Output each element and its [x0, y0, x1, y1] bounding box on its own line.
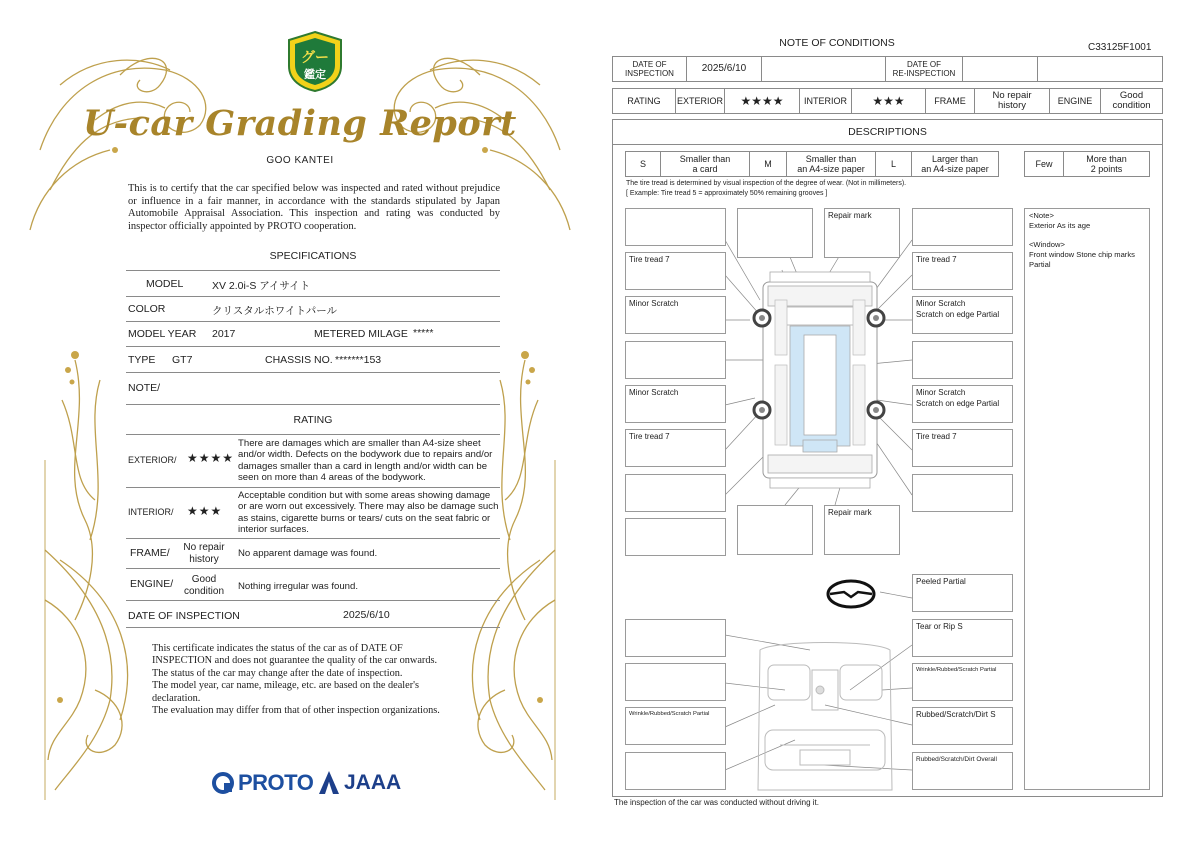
rating-label: RATING [612, 88, 676, 114]
note-title: NOTE OF CONDITIONS [779, 37, 895, 49]
label-line: DATE OF [906, 60, 942, 69]
condition-box-tear: Tear or Rip S [912, 619, 1013, 657]
legend-line: Smaller than [805, 154, 857, 164]
frame-value-line-1: No repair [183, 542, 225, 553]
legend-line: 2 points [1090, 164, 1123, 174]
interior-stars: ★★★ [187, 504, 223, 518]
proto-logo [212, 770, 313, 796]
chassis-label: CHASSIS NO. [265, 354, 333, 366]
color-label: COLOR [128, 303, 166, 315]
frame-label: FRAME/ [130, 547, 170, 559]
condition-box-repair-top: Repair mark [824, 208, 900, 258]
condition-box-wrinkle-left: Wrinkle/Rubbed/Scratch Partial [625, 707, 726, 745]
engine-description: Nothing irregular was found. [238, 581, 358, 592]
chassis-value: *******153 [335, 354, 382, 366]
engine-value [174, 574, 234, 597]
note-of-conditions [600, 0, 1200, 848]
value-line: No repair [992, 90, 1032, 101]
condition-box-rubbed-overall: Rubbed/Scratch/Dirt Overall [912, 752, 1013, 790]
label-line: DATE OF [632, 60, 667, 69]
divider [126, 568, 500, 569]
condition-box-empty [737, 505, 813, 555]
condition-box-empty [625, 619, 726, 657]
condition-box-empty [625, 208, 726, 246]
specifications-heading: SPECIFICATIONS [269, 250, 357, 262]
interior-stars: ★★★ [851, 88, 926, 114]
legend-line: Smaller than [679, 154, 731, 164]
note-code: C33125F1001 [1088, 42, 1152, 53]
footer-line: The evaluation may differ from that of other inspection organizations. [152, 705, 440, 717]
frame-label: FRAME [925, 88, 975, 114]
divider [126, 270, 500, 271]
steering-wheel-icon [828, 581, 874, 607]
inspection-footer-note: The inspection of the car was conducted without driving it. [614, 798, 819, 807]
condition-box-empty [625, 341, 726, 379]
value-line: condition [1112, 100, 1151, 111]
note-text: Front window Stone chip marks [1029, 250, 1135, 259]
label-line: INSPECTION [625, 69, 674, 78]
jaaa-logo [318, 770, 401, 796]
note-heading: <Note> [1029, 211, 1054, 220]
box-line: Scratch on edge Partial [916, 399, 1000, 408]
divider [126, 538, 500, 539]
car-top-view [754, 272, 884, 488]
engine-label: ENGINE [1049, 88, 1101, 114]
condition-box-empty [737, 208, 813, 258]
condition-box-empty [912, 474, 1013, 512]
tire-note: The tire tread is determined by visual inspection of the degree of wear. (Not in millimeters). [626, 180, 907, 187]
legend-m-code: M [749, 151, 787, 177]
legend-line: More than [1086, 154, 1127, 164]
legend-line: a card [692, 164, 718, 174]
type-label: TYPE [128, 354, 156, 366]
exterior-label: EXTERIOR/ [128, 455, 177, 465]
frame-value [174, 542, 234, 565]
divider [126, 404, 500, 405]
legend-line: Larger than [931, 154, 979, 164]
note-text: Partial [1029, 260, 1051, 269]
condition-box-empty [625, 518, 726, 556]
rating-heading: RATING [293, 414, 333, 426]
interior-label: INTERIOR [799, 88, 852, 114]
proto-wordmark: PROTO [238, 770, 314, 795]
condition-box-peeled: Peeled Partial [912, 574, 1013, 612]
svg-text:鑑定: 鑑定 [304, 69, 326, 81]
condition-box-scratch-front-right [912, 296, 1013, 334]
divider [126, 627, 500, 628]
descriptions-heading: DESCRIPTIONS [612, 119, 1163, 145]
goo-kantei-logo [285, 30, 345, 92]
report-title: U-car Grading Report [83, 103, 517, 144]
model-label: MODEL [146, 278, 184, 290]
legend-few-code: Few [1024, 151, 1064, 177]
divider [126, 346, 500, 347]
footer-line: INSPECTION and does not guarantee the quality of the car onwards. [152, 655, 438, 667]
divider [126, 487, 500, 488]
model-value: XV 2.0i-S アイサイト [212, 280, 311, 292]
footer-line: The model year, car name, mileage, etc. are based on the dealer's [152, 680, 420, 692]
engine-value-line-2: condition [183, 585, 225, 597]
exterior-stars: ★★★★ [187, 451, 235, 465]
model-year-label: MODEL YEAR [128, 328, 197, 340]
jaaa-mark-icon [318, 770, 340, 796]
jaaa-wordmark: JAAA [344, 771, 402, 794]
condition-box-tire-rear-right: Tire tread 7 [912, 429, 1013, 467]
interior-label: INTERIOR/ [128, 507, 174, 517]
condition-box-tire-front-left: Tire tread 7 [625, 252, 726, 290]
metered-mileage-value: ***** [413, 327, 434, 339]
value-line: history [998, 100, 1026, 111]
engine-value-line-1: Good [191, 574, 217, 585]
box-line: Minor Scratch [916, 388, 966, 397]
condition-box-scratch-rear-right [912, 385, 1013, 423]
color-value: クリスタルホワイトパール [212, 305, 338, 317]
certificate-footer [152, 643, 482, 717]
condition-box-empty [912, 208, 1013, 246]
note-heading: <Window> [1029, 240, 1065, 249]
divider [126, 321, 500, 322]
metered-mileage-label: METERED MILAGE [314, 328, 408, 340]
condition-box-empty [625, 663, 726, 701]
condition-box-empty [912, 341, 1013, 379]
box-line: Minor Scratch [916, 299, 966, 308]
legend-line: an A4-size paper [797, 164, 865, 174]
condition-box-repair-bottom: Repair mark [824, 505, 900, 555]
legend-line: an A4-size paper [921, 164, 989, 174]
divider [126, 600, 500, 601]
value-line: Good [1119, 90, 1144, 101]
certification-intro: This is to certify that the car specified below was inspected and rated without prejudice or influence in a fair manner, in accordance with the standards stipulated by Japan Automobile Appraisal Association. This inspection and rating was conducted by inspector officially appointed by PROTO cooperation. [128, 183, 500, 232]
footer-line: The status of the car may change after the date of inspection. [152, 667, 403, 679]
frame-description: No apparent damage was found. [238, 548, 378, 559]
condition-box-wrinkle-right: Wrinkle/Rubbed/Scratch Partial [912, 663, 1013, 701]
divider [126, 296, 500, 297]
note-text: Exterior As its age [1029, 221, 1091, 230]
interior-description: Acceptable condition but with some areas showing damage or are worn out excessively. There may also be damage such as stains, cigarette burns or tears/ cuts on the seat fabric or interior surfaces. [238, 490, 499, 536]
type-value: GT7 [172, 354, 193, 366]
condition-box-scratch-front-left: Minor Scratch [625, 296, 726, 334]
date-of-inspection-label: DATE OF INSPECTION [128, 610, 240, 622]
engine-label: ENGINE/ [130, 578, 174, 590]
condition-box-tire-rear-left: Tire tread 7 [625, 429, 726, 467]
date-of-inspection-value: 2025/6/10 [343, 609, 390, 621]
condition-box-rubbed-s: Rubbed/Scratch/Dirt S [912, 707, 1013, 745]
condition-box-tire-front-right: Tire tread 7 [912, 252, 1013, 290]
tire-note-example: [ Example: Tire tread 5 = approximately 50% remaining grooves ] [626, 190, 828, 197]
footer-line: This certificate indicates the status of the car as of DATE OF [152, 643, 403, 654]
footer-line: declaration. [152, 692, 201, 704]
box-line: Scratch on edge Partial [916, 310, 1000, 319]
exterior-label: EXTERIOR [675, 88, 725, 114]
exterior-description: There are damages which are smaller than A4-size sheet and/or width. Defects on the bodywork due to repairs and/or damages smaller than a card in length and/or width can be seen on more than 4 areas of the bodywork. [238, 438, 493, 484]
model-year-value: 2017 [212, 328, 236, 340]
legend-s-code: S [625, 151, 661, 177]
date-of-inspection-value: 2025/6/10 [686, 56, 762, 82]
divider [126, 372, 500, 373]
svg-text:グー: グー [301, 49, 329, 65]
side-notes [1024, 208, 1150, 790]
exterior-stars: ★★★★ [724, 88, 800, 114]
condition-box-empty [625, 752, 726, 790]
label-line: RE-INSPECTION [892, 69, 956, 78]
condition-box-scratch-rear-left: Minor Scratch [625, 385, 726, 423]
legend-l-code: L [875, 151, 912, 177]
report-subtitle: GOO KANTEI [266, 155, 334, 166]
condition-box-empty [625, 474, 726, 512]
frame-value-line-2: history [189, 553, 219, 565]
divider [126, 434, 500, 435]
proto-mark-icon [212, 772, 234, 794]
note-label: NOTE/ [128, 382, 161, 394]
